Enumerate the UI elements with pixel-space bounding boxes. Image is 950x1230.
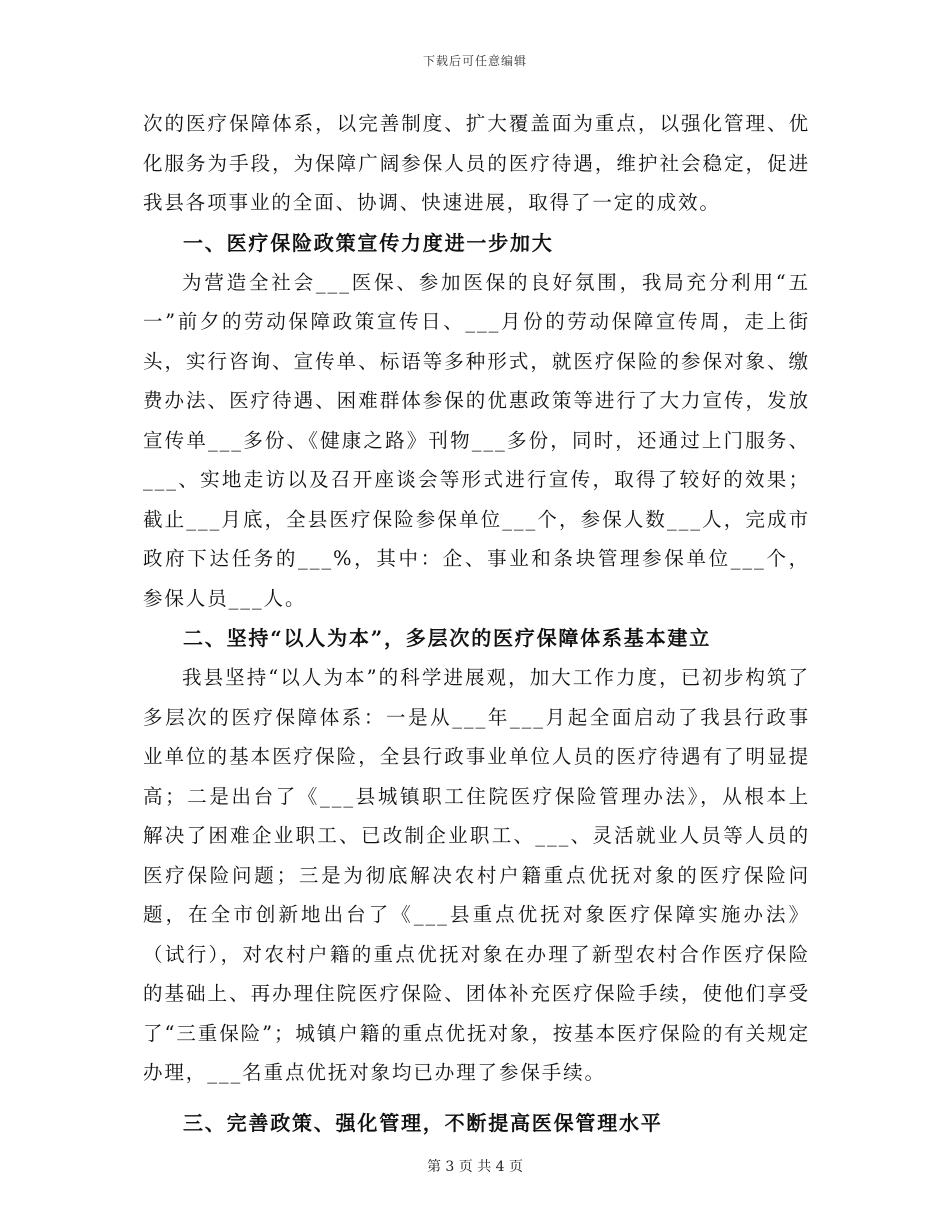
section-2-paragraph: 我县坚持“以人为本”的科学进展观，加大工作力度，已初步构筑了多层次的医疗保障体系：一是从___年___月起全面启动了我县行政事业单位的基本医疗保险，全县行政事业单位人员的医疗待遇有了明显提高；二是出台了《___县城镇职工住院医疗保险管理办法》，从根本上解决了困难企业职工、已改制企业职工、___、灵活就业人员等人员的医疗保险问题；三是为彻底解决农村户籍重点优抚对象的医疗保险问题，在全市创新地出台了《___县重点优抚对象医疗保障实施办法》（试行），对农村户籍的重点优抚对象在办理了新型农村合作医疗保险的基础上、再办理住院医疗保险、团体补充医疗保险手续，使他们享受了“三重保险”；城镇户籍的重点优抚对象，按基本医疗保险的有关规定办理，___名重点优抚对象均已办理了参保手续。 — [143, 666, 810, 1084]
document-body — [143, 104, 810, 1143]
section-2-heading: 二、坚持“以人为本”，多层次的医疗保障体系基本建立 — [183, 626, 712, 650]
section-1-paragraph: 为营造全社会___医保、参加医保的良好氛围，我局充分利用“五一”前夕的劳动保障政策宣传日、___月份的劳动保障宣传周，走上街头，实行咨询、宣传单、标语等多种形式，就医疗保险的参保对象、缴费办法、医疗待遇、困难群体参保的优惠政策等进行了大力宣传，发放宣传单___多份、《健康之路》刊物___多份，同时，还通过上门服务、___、实地走访以及召开座谈会等形式进行宣传，取得了较好的效果；截止___月底，全县医疗保险参保单位___个，参保人数___人，完成市政府下达任务的___%，其中：企、事业和条块管理参保单位___个，参保人员___人。 — [143, 270, 810, 610]
section-3-heading: 三、完善政策、强化管理，不断提高医保管理水平 — [183, 1110, 663, 1135]
intro-paragraph: 次的医疗保障体系，以完善制度、扩大覆盖面为重点，以强化管理、优化服务为手段，为保障广阔参保人员的医疗待遇，维护社会稳定，促进我县各项事业的全面、协调、快速进展，取得了一定的成效。 — [143, 112, 810, 214]
page-header: 下载后可任意编辑 — [422, 54, 527, 68]
page-number: 第 3 页 共 4 页 — [426, 1159, 524, 1175]
section-1-heading: 一、医疗保险政策宣传力度进一步加大 — [183, 230, 554, 255]
